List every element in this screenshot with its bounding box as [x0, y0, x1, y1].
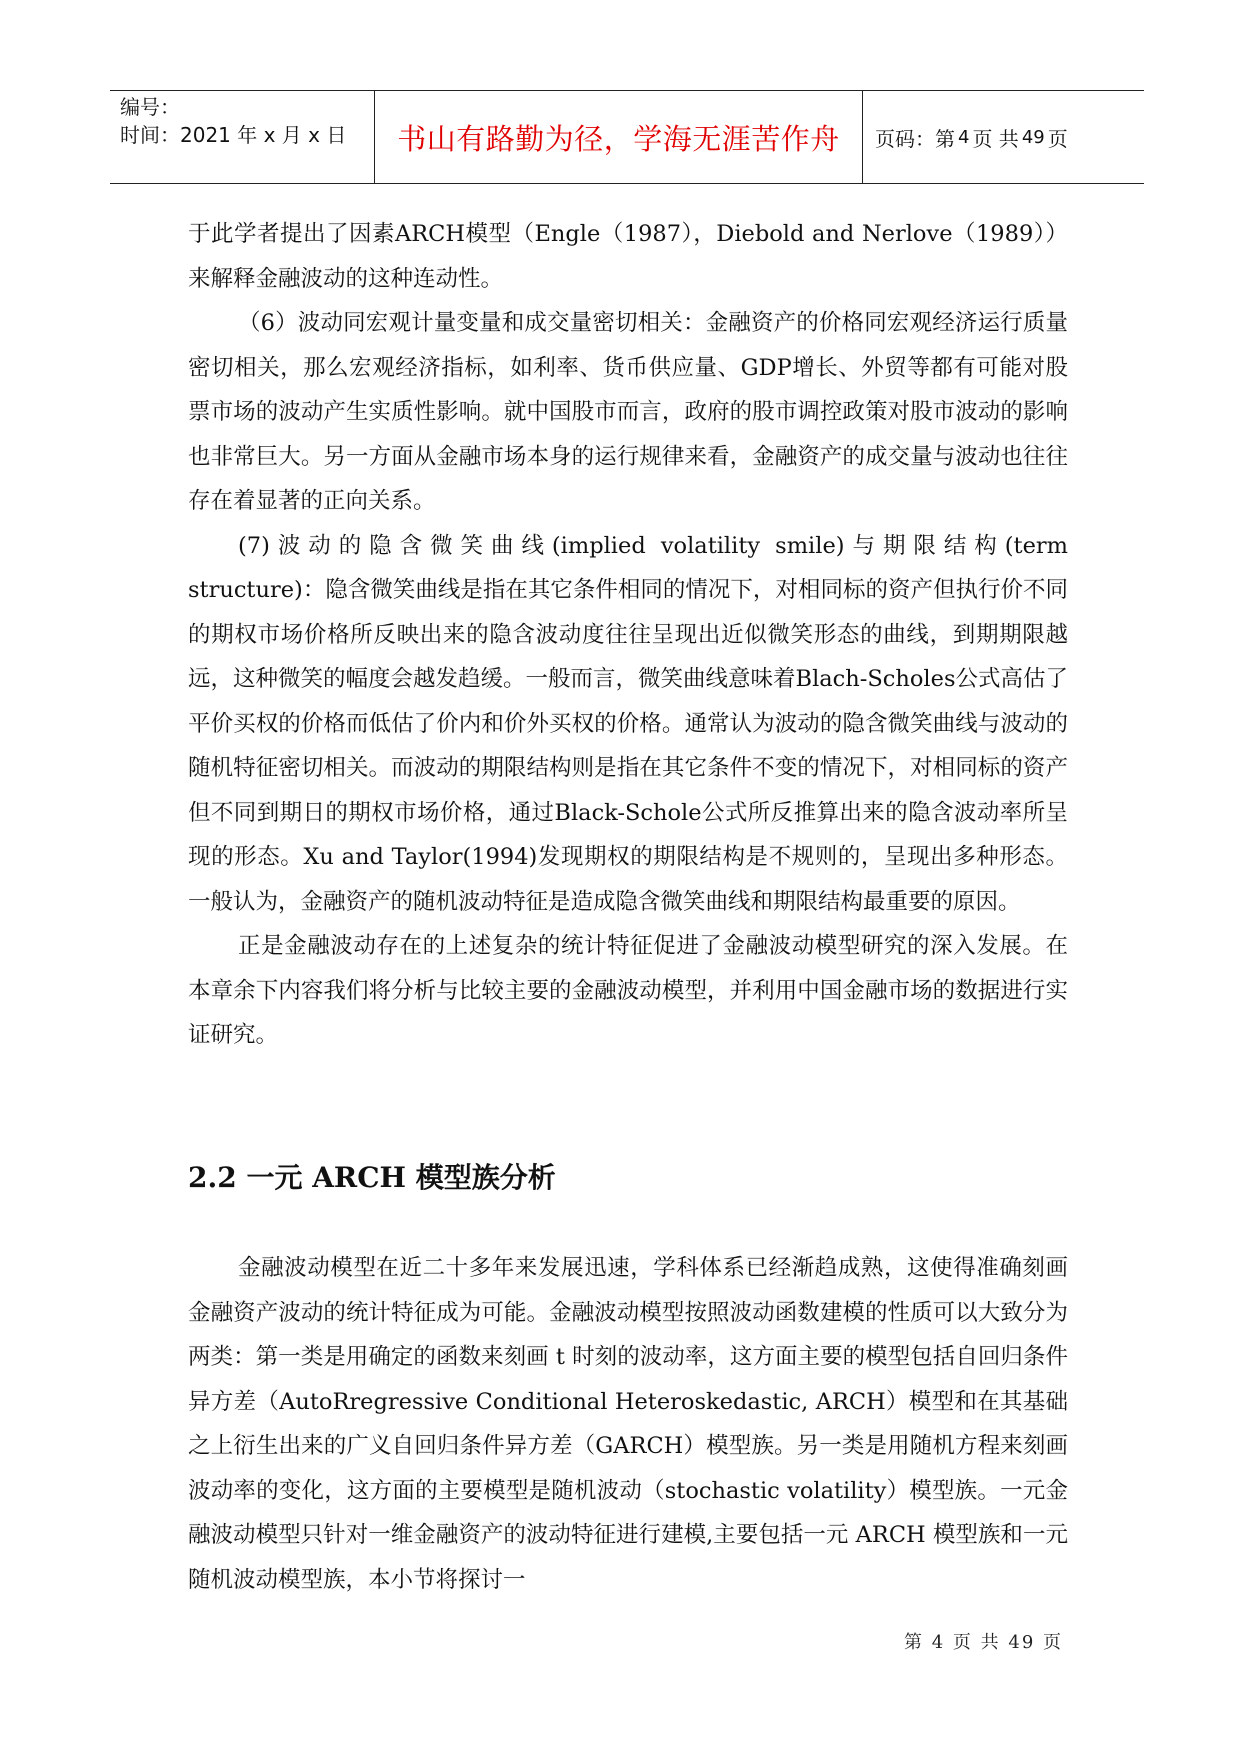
page-prefix: 页码：第 [875, 126, 955, 151]
time-label: 时间：2021 年 x 月 x 日 [120, 123, 347, 147]
section-body [188, 1246, 1068, 1602]
paragraph-summary: 正是金融波动存在的上述复杂的统计特征促进了金融波动模型研究的深入发展。在本章余下内容我们将分析与比较主要的金融波动模型，并利用中国金融市场的数据进行实证研究。 [188, 933, 1068, 1048]
serial-label: 编号： [120, 95, 180, 119]
page-current: 4 [958, 126, 970, 148]
page-mid: 页 共 [972, 126, 1019, 151]
paragraph-6: （6）波动同宏观计量变量和成交量密切相关：金融资产的价格同宏观经济运行质量密切相关，那么宏观经济指标，如利率、货币供应量、GDP增长、外贸等都有可能对股票市场的波动产生实质性影响。就中国股市而言，政府的股市调控政策对股市波动的影响也非常巨大。另一方面从金融市场本身的运行规律来看，金融资产的成交量与波动也往往存在着显著的正向关系。 [188, 310, 1068, 514]
page-footer: 第 4 页 共 49 页 [904, 1632, 1063, 1653]
header-page-info [863, 91, 1144, 183]
body-text [188, 212, 1068, 1058]
page-total: 49 [1021, 126, 1045, 148]
header-motto-cell [375, 91, 863, 183]
header-meta [110, 91, 375, 183]
motto: 书山有路勤为径，学海无涯苦作舟 [397, 121, 840, 156]
section-title: 2.2 一元 ARCH 模型族分析 [188, 1161, 556, 1194]
paragraph-7: (7)波动的隐含微笑曲线(implied volatility smile)与期限结构(term structure)：隐含微笑曲线是指在其它条件相同的情况下，对相同标的资产但执行价不同的期权市场价格所反映出来的隐含波动度往往呈现出近似微笑形态的曲线，到期期限越远，这种微笑的幅度会越发趋缓。一般而言，微笑曲线意味着Blach-Scholes公式高估了平价买权的价格而低估了价内和价外买权的价格。通常认为波动的隐含微笑曲线与波动的随机特征密切相关。而波动的期限结构则是指在其它条件不变的情况下，对相同标的资产但不同到期日的期权市场价格，通过Black-Schole公式所反推算出来的隐含波动率所呈现的形态。Xu and Taylor(1994)发现期权的期限结构是不规则的，呈现出多种形态。一般认为，金融资产的随机波动特征是造成隐含微笑曲线和期限结构最重要的原因。 [188, 532, 1068, 915]
page-suffix: 页 [1047, 126, 1068, 151]
section-paragraph: 金融波动模型在近二十多年来发展迅速，学科体系已经渐趋成熟，这使得准确刻画金融资产波动的统计特征成为可能。金融波动模型按照波动函数建模的性质可以大致分为两类：第一类是用确定的函数来刻画 t 时刻的波动率，这方面主要的模型包括自回归条件异方差（AutoRregressive Conditional Heteroskedastic, ARCH）模型和在其基础之上衍生出来的广义自回归条件异方差（GARCH）模型族。另一类是用随机方程来刻画波动率的变化，这方面的主要模型是随机波动（stochastic volatility）模型族。一元金融波动模型只针对一维金融资产的波动特征进行建模,主要包括一元 ARCH 模型族和一元随机波动模型族，本小节将探讨一 [188, 1255, 1068, 1593]
paragraph-continuation: 于此学者提出了因素ARCH模型（Engle（1987），Diebold and Nerlove（1989））来解释金融波动的这种连动性。 [188, 221, 1068, 292]
page-header [110, 90, 1144, 184]
